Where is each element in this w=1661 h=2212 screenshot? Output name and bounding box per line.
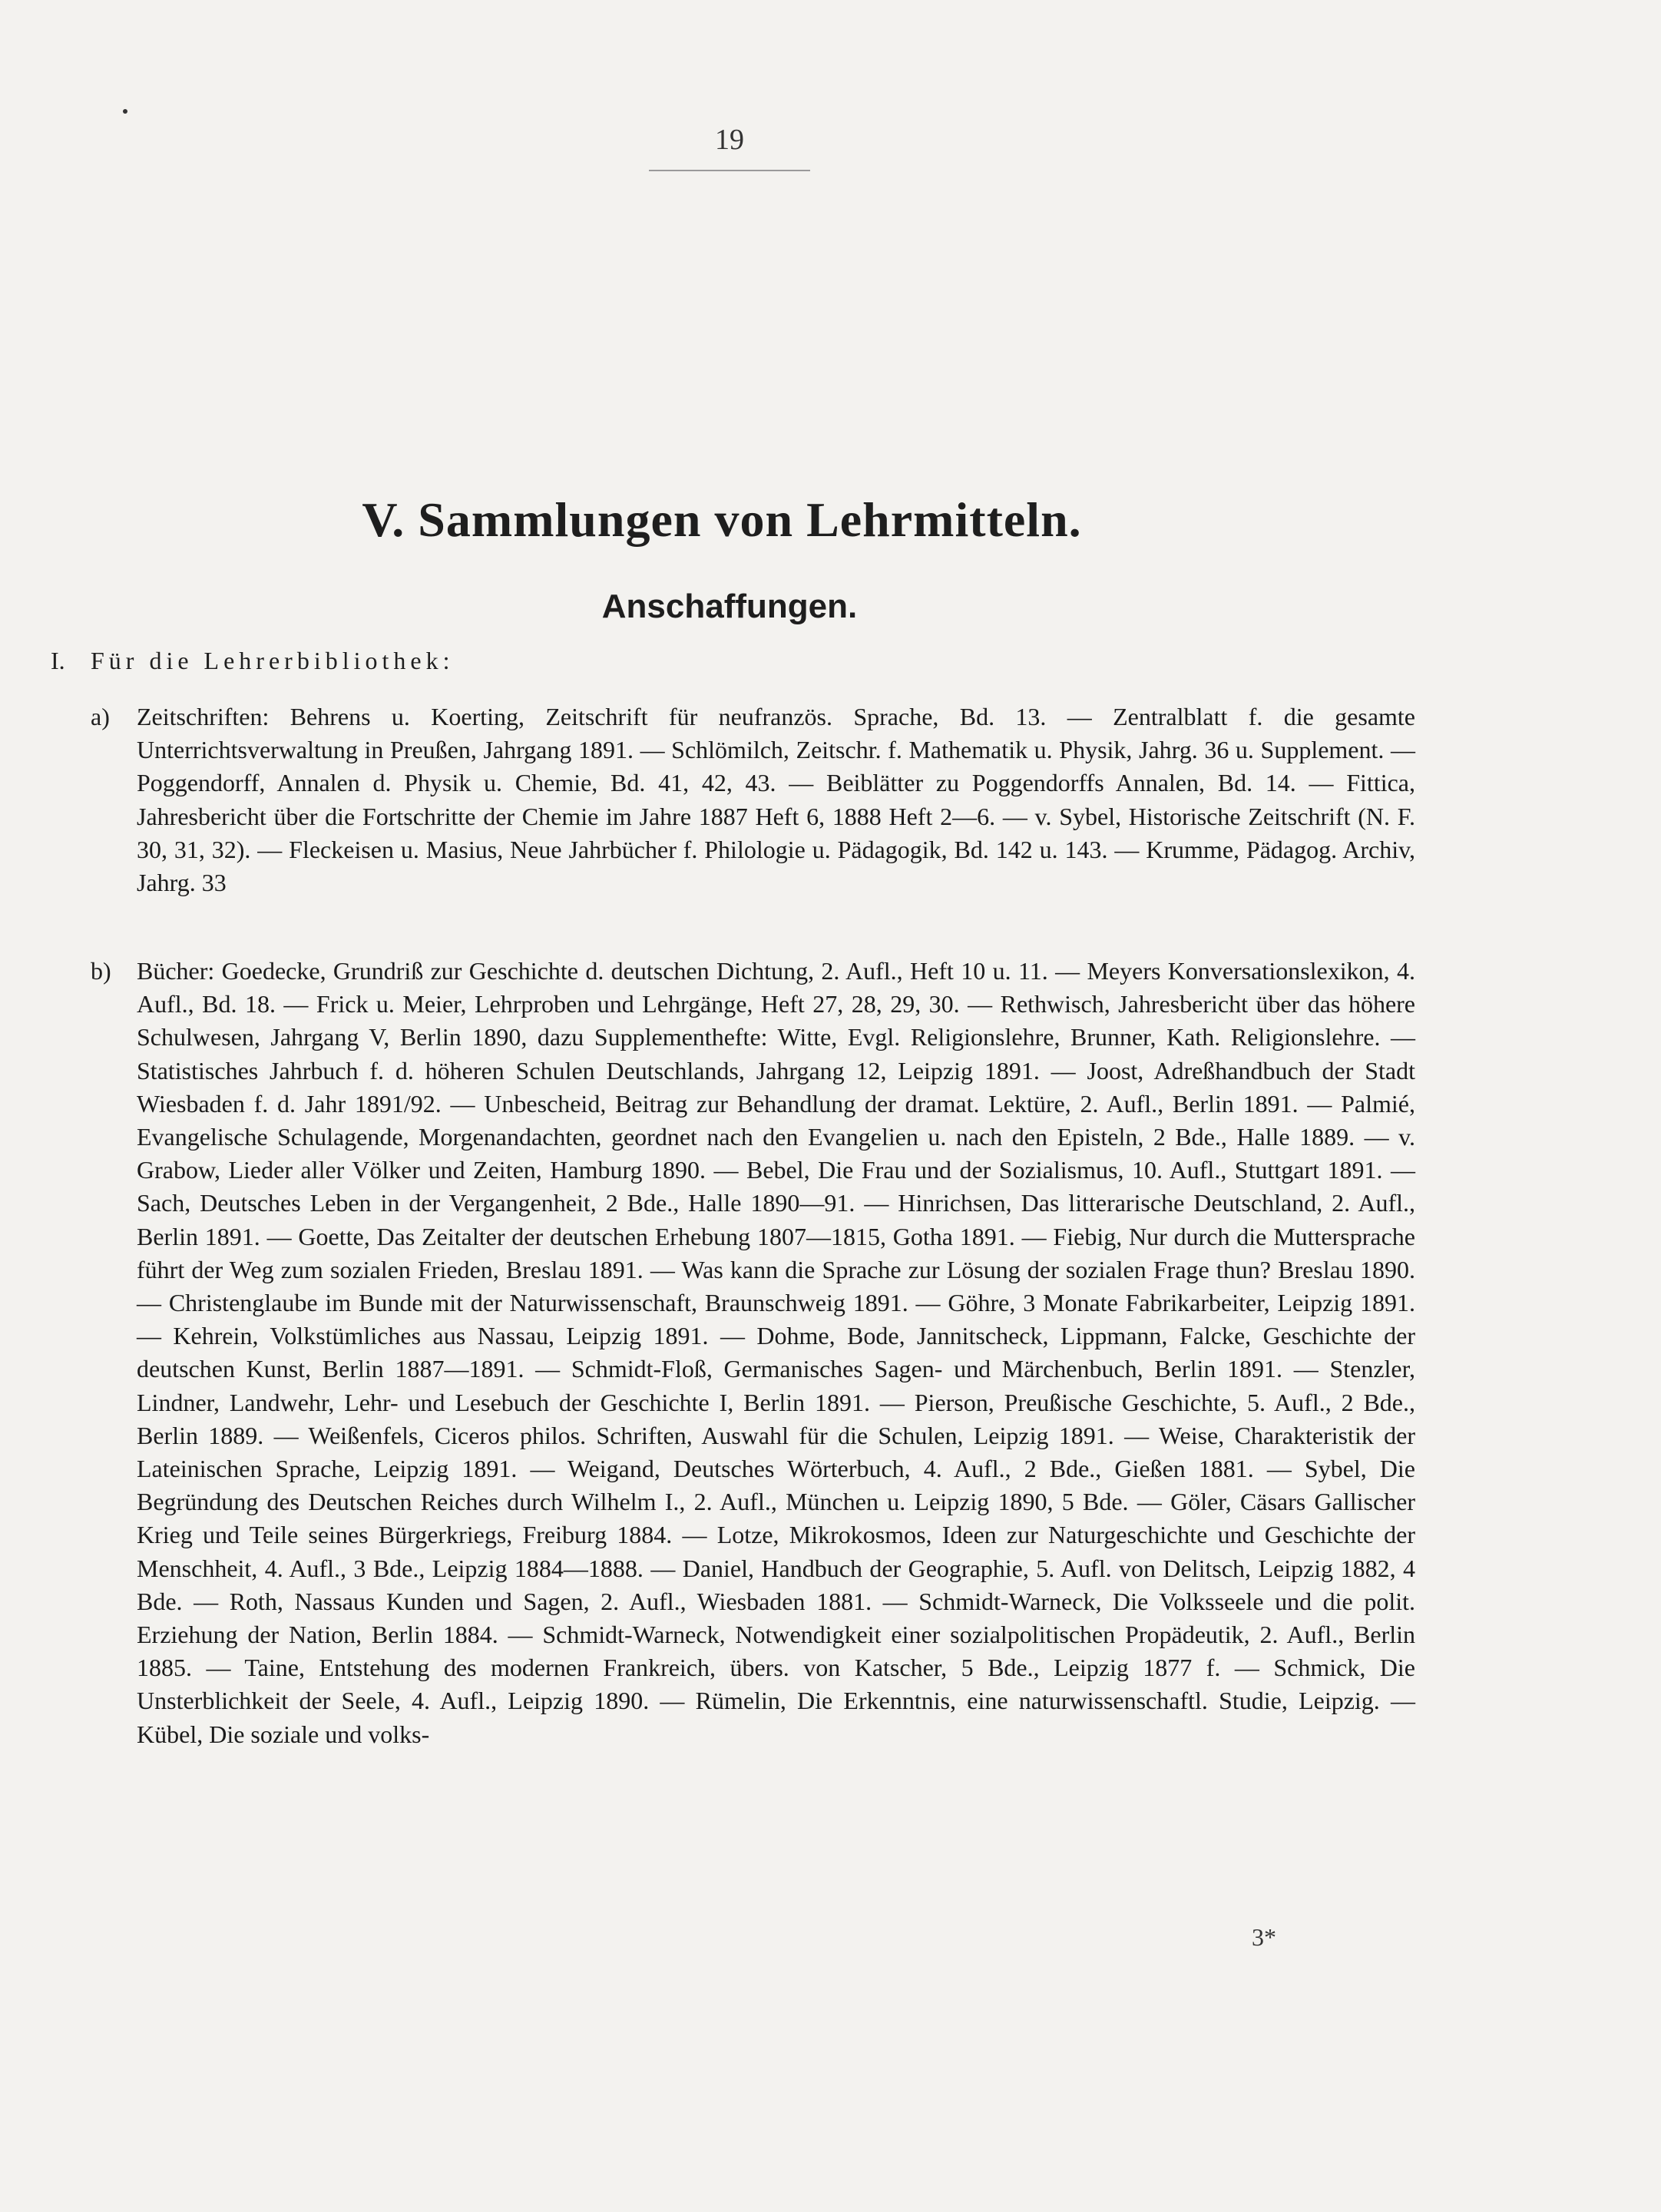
chapter-title: V. Sammlungen von Lehrmitteln. <box>362 492 1082 547</box>
section-title: Anschaffungen. <box>601 588 858 625</box>
entry-text: Zeitschriften: Behrens u. Koerting, Zeitschrift für neufranzös. Sprache, Bd. 13. — Zentralblatt f. die gesamte Unterrichtsverwaltung in Preußen, Jahrgang 1891. — Schlömilch, Zeitschr. f. Mathematik u. Physik, Jahrg. 36 u. Supplement. — Poggendorff, Annalen d. Physik u. Chemie, Bd. 41, 42, 43. — Beiblätter zu Poggendorffs Annalen, Bd. 14. — Fittica, Jahresbericht über die Fortschritte der Chemie im Jahre 1887 Heft 6, 1888 Heft 2—6. — v. Sybel, Historische Zeitschrift (N. F. 30, 31, 32). — Fleckeisen u. Masius, Neue Jahrbücher f. Philologie u. Pädagogik, Bd. 142 u. 143. — Krumme, Pädagog. Archiv, Jahrg. 33 <box>137 703 1415 897</box>
entry-text: Bücher: Goedecke, Grundriß zur Geschichte d. deutschen Dichtung, 2. Aufl., Heft 10 u. 11. — Meyers Konversationslexikon, 4. Aufl., Bd. 18. — Frick u. Meier, Lehrproben und Lehrgänge, Heft 27, 28, 29, 30. — Rethwisch, Jahresbericht über das höhere Schulwesen, Jahrgang V, Berlin 1890, dazu Supplementhefte: Witte, Evgl. Religionslehre, Brunner, Kath. Religionslehre. — Statistisches Jahrbuch f. d. höheren Schulen Deutschlands, Jahrgang 12, Leipzig 1891. — Joost, Adreßhandbuch der Stadt Wiesbaden f. d. Jahr 1891/92. — Unbescheid, Beitrag zur Behandlung der dramat. Lektüre, 2. Aufl., Berlin 1891. — Palmié, Evangelische Schulagende, Morgenandachten, geordnet nach den Evangelien u. nach den Episteln, 2 Bde., Halle 1889. — v. Grabow, Lieder aller Völker und Zeiten, Hamburg 1890. — Bebel, Die Frau und der Sozialismus, 10. Aufl., Stuttgart 1891. — Sach, Deutsches Leben in der Vergangenheit, 2 Bde., Halle 1890—91. — Hinrichsen, Das litterarische Deutschland, 2. Aufl., Berlin 1891. — Goette, Das Zeitalter der deutschen Erhebung 1807—1815, Gotha 1891. — Fiebig, Nur durch die Muttersprache führt der Weg zum sozialen Frieden, Breslau 1891. — Was kann die Sprache zur Lösung der sozialen Frage thun? Breslau 1890. — Christenglaube im Bunde mit der Naturwissenschaft, Braunschweig 1891. — Göhre, 3 Monate Fabrikarbeiter, Leipzig 1891. — Kehrein, Volkstümliches aus Nassau, Leipzig 1891. — Dohme, Bode, Jannitscheck, Lippmann, Falcke, Geschichte der deutschen Kunst, Berlin 1887—1891. — Schmidt-Floß, Germanisches Sagen- und Märchenbuch, Berlin 1891. — Stenzler, Lindner, Landwehr, Lehr- und Lesebuch der Geschichte I, Berlin 1891. — Pierson, Preußische Geschichte, 5. Aufl., 2 Bde., Berlin 1889. — Weißenfels, Ciceros philos. Schriften, Auswahl für die Schulen, Leipzig 1891. — Weise, Charakteristik der Lateinischen Sprache, Leipzig 1891. — Weigand, Deutsches Wörterbuch, 4. Aufl., 2 Bde., Gießen 1881. — Sybel, Die Begründung des Deutschen Reiches durch Wilhelm I., 2. Aufl., München u. Leipzig 1890, 5 Bde. — Göler, Cäsars Gallischer Krieg und Teile seines Bürgerkriegs, Freiburg 1884. — Lotze, Mikrokosmos, Ideen zur Naturgeschichte und Geschichte der Menschheit, 4. Aufl., 3 Bde., Leipzig 1884—1888. — Daniel, Handbuch der Geographie, 5. Aufl. von Delitsch, Leipzig 1882, 4 Bde. — Roth, Nassaus Kunden und Sagen, 2. Aufl., Wiesbaden 1881. — Schmidt-Warneck, Die Volksseele und die polit. Erziehung der Nation, Berlin 1884. — Schmidt-Warneck, Notwendigkeit einer sozialpolitischen Propädeutik, 2. Aufl., Berlin 1885. — Taine, Entstehung des modernen Frankreich, übers. von Katscher, 5 Bde., Leipzig 1877 f. — Schmick, Die Unsterblichkeit der Seele, 4. Aufl., Leipzig 1890. — Rümelin, Die Erkenntnis, eine naturwissenschaftl. Studie, Leipzig. — Kübel, Die soziale und volks- <box>137 957 1415 1748</box>
ink-speck <box>123 109 127 114</box>
page-number-rule <box>649 170 810 171</box>
signature-mark: 3* <box>1252 1923 1276 1951</box>
entry-periodicals <box>91 700 1415 899</box>
page-number: 19 <box>715 124 744 156</box>
entry-marker: a) <box>91 703 110 730</box>
subsection-heading <box>51 647 454 675</box>
subsection-title: Für die Lehrerbibliothek: <box>91 647 455 674</box>
entry-marker: b) <box>91 957 111 985</box>
entry-books <box>91 955 1415 1751</box>
subsection-number: I. <box>51 647 65 674</box>
